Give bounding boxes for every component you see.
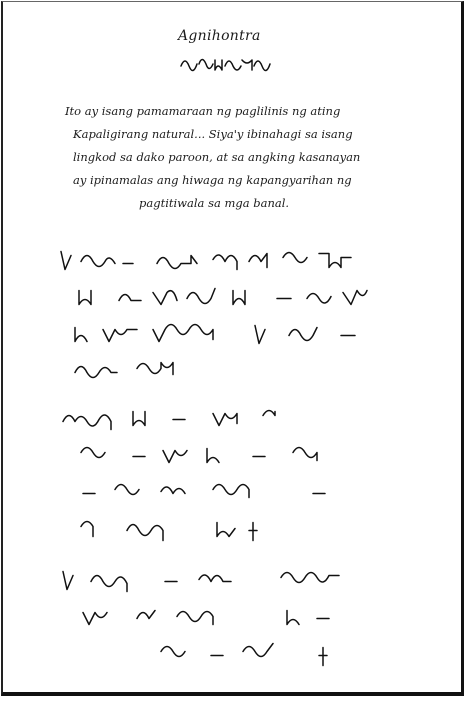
baybayin-script-line <box>57 511 357 548</box>
baybayin-script-line <box>57 474 417 511</box>
title-baybayin-script <box>179 52 274 76</box>
baybayin-script-line <box>57 279 417 316</box>
baybayin-stanza-2 <box>57 400 447 548</box>
intro-line: Kapaligirang natural... Siya'y ibinahagi sa isang <box>73 127 353 141</box>
baybayin-script-line <box>57 353 277 390</box>
intro-line: lingkod sa dako paroon, at sa angking kasanayan <box>73 150 361 164</box>
baybayin-script-line <box>57 562 447 599</box>
baybayin-script-line <box>57 242 397 279</box>
intro-paragraph <box>65 100 415 215</box>
intro-line: pagtitiwala sa mga banal. <box>139 196 290 210</box>
baybayin-script-line <box>57 437 417 474</box>
intro-line: ay ipinamalas ang hiwaga ng kapangyarihan ng <box>73 173 352 187</box>
baybayin-stanza-1 <box>57 242 447 390</box>
baybayin-script-line <box>57 316 417 353</box>
document-title: Agnihontra <box>178 28 261 44</box>
baybayin-script-line <box>57 599 417 636</box>
baybayin-script-line <box>57 636 357 673</box>
baybayin-stanza-3 <box>57 562 447 673</box>
document-page <box>1 1 464 696</box>
baybayin-script-line <box>57 400 417 437</box>
intro-line: Ito ay isang pamamaraan ng paglilinis ng ating <box>65 104 341 118</box>
